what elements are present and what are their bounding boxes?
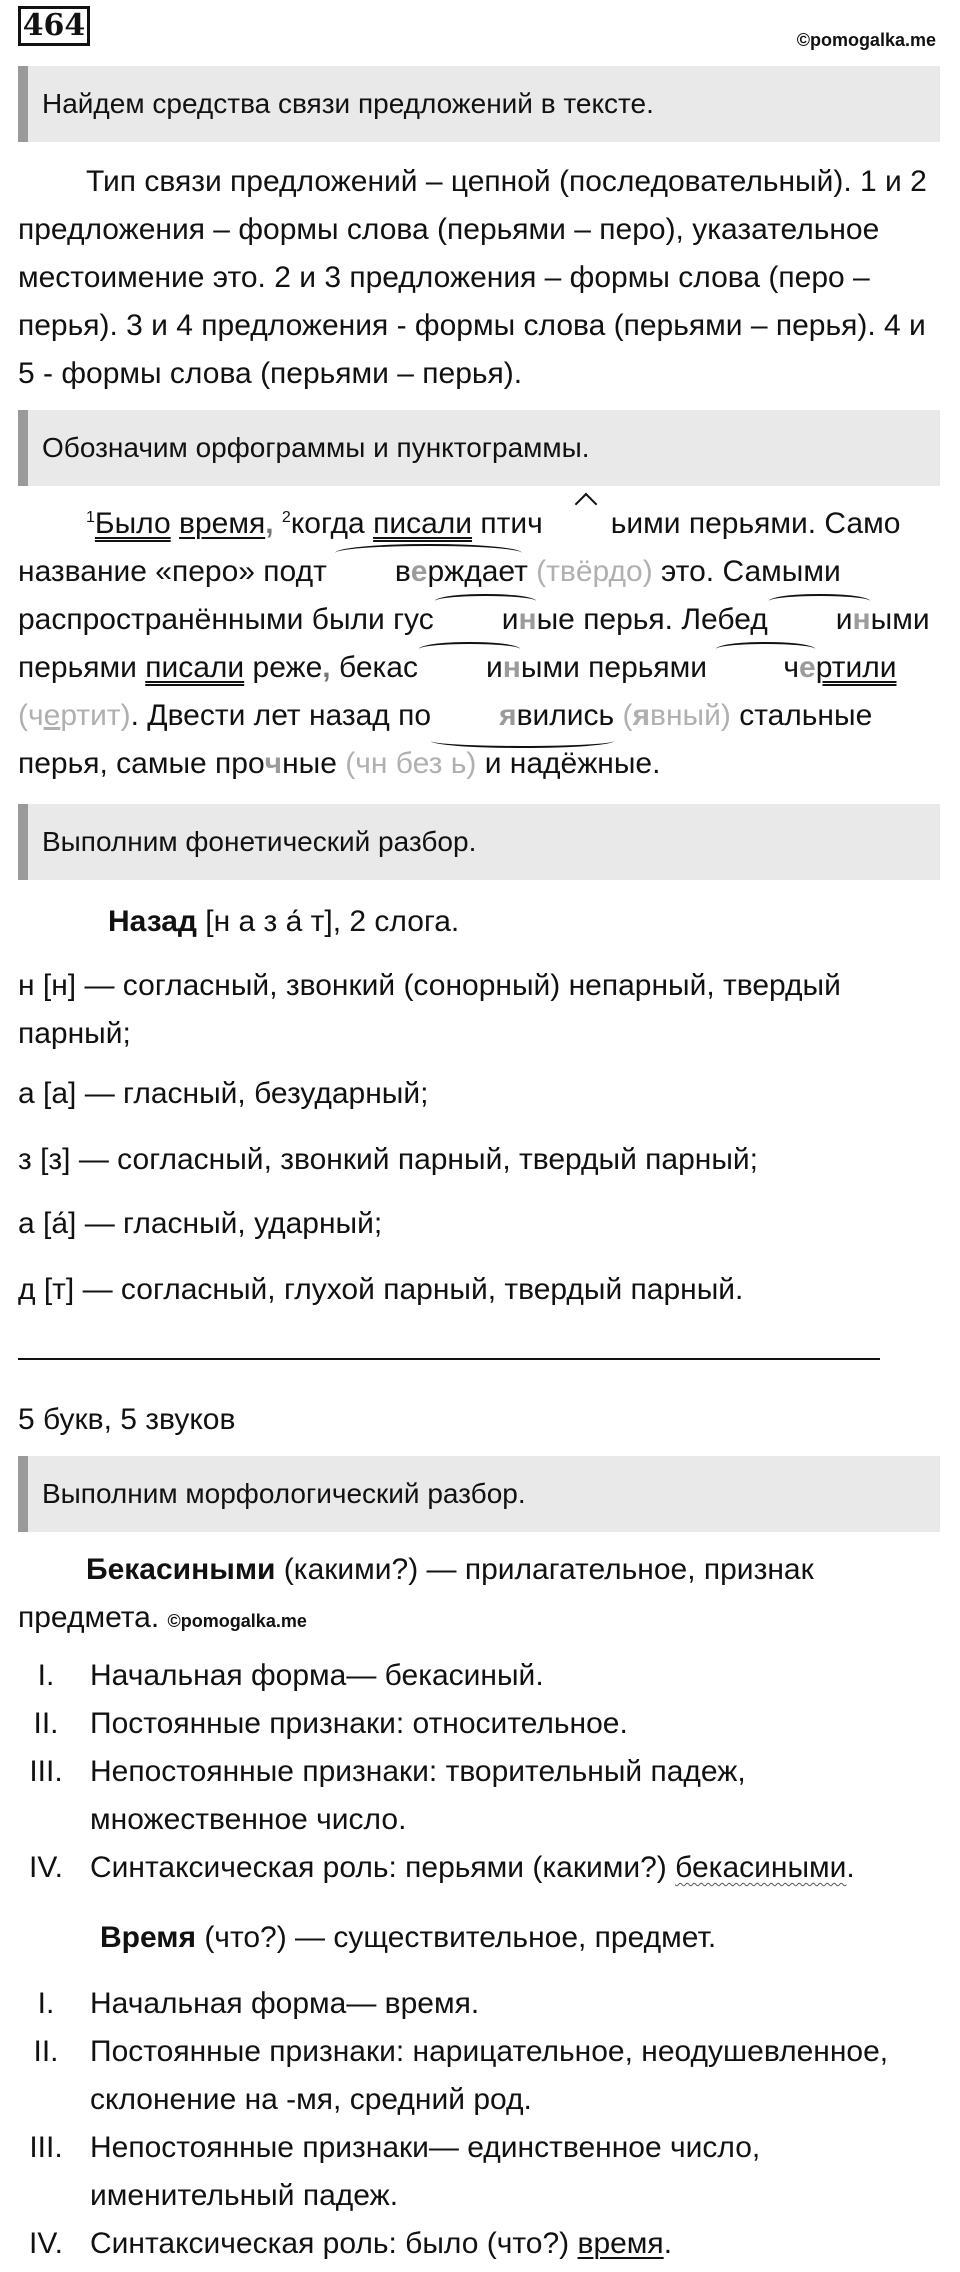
list-item: IV. Синтаксическая роль: было (что?) время. xyxy=(29,2227,673,2260)
sound-line: а [а́] — гласный, ударный; xyxy=(18,1207,383,1240)
sound-line: д [т] — согласный, глухой парный, твердый парный. xyxy=(18,1273,744,1306)
inline-watermark: ©pomogalka.me xyxy=(167,1611,307,1631)
sound-line: н [н] — согласный, звонкий (сонорный) непарный, твердый парный; xyxy=(18,969,841,1050)
section-title: Найдем средства связи предложений в тексте. xyxy=(42,88,654,119)
section-title: Выполним морфологический разбор. xyxy=(42,1478,526,1509)
sound-line: а [а] — гласный, безударный; xyxy=(18,1077,429,1110)
list-item: I. Начальная форма— время. xyxy=(37,1987,480,2020)
orthogram-paragraph xyxy=(18,500,940,788)
morph-word: Бекасиными xyxy=(86,1553,276,1586)
section-header-links xyxy=(18,66,940,142)
section-title: Выполним фонетический разбор. xyxy=(42,826,477,857)
word2-description: Время (что?) — существительное, предмет. xyxy=(100,1921,717,1954)
morph-word: Время xyxy=(100,1921,196,1954)
paragraph-text: Тип связи предложений – цепной (последовательный). 1 и 2 предложения – формы слова (перьями – перо), указательное местоимение это. 2 и 3 предложения – формы слова (перо – перья). 3 и 4 предложения - формы слова (перьями – перья). 4 и 5 - формы слова (перьями – перья). xyxy=(18,165,927,390)
links-paragraph xyxy=(18,158,940,398)
phonetic-transcription: [н а з а́ т], 2 слога. xyxy=(196,905,460,938)
word1-description: Бекасиными (какими?) — прилагательное, признак предмета. ©pomogalka.me xyxy=(18,1553,814,1634)
section-title: Обозначим орфограммы и пунктограммы. xyxy=(42,432,590,463)
list-item: II. Постоянные признаки: нарицательное, неодушевленное, склонение на -мя, средний род. xyxy=(33,2035,889,2116)
list-item: III. Непостоянные признаки: творительный падеж, множественное число. xyxy=(29,1755,746,1836)
sound-line: з [з] — согласный, звонкий парный, твердый парный; xyxy=(18,1143,759,1176)
exercise-number: 464 xyxy=(18,6,90,46)
section-header-orthograms xyxy=(18,410,940,486)
site-watermark: ©pomogalka.me xyxy=(796,30,936,50)
list-item: III. Непостоянные признаки— единственное число, именительный падеж. xyxy=(29,2131,761,2212)
list-item: I. Начальная форма— бекасиный. xyxy=(37,1659,544,1692)
word1-features xyxy=(18,1652,940,1892)
section-header-phonetic xyxy=(18,804,940,880)
section-header-morphology xyxy=(18,1456,940,1532)
letters-sounds-summary: 5 букв, 5 звуков xyxy=(18,1403,236,1436)
phonetic-heading xyxy=(18,898,940,946)
list-item: IV. Синтаксическая роль: перьями (какими?) бекасиными. xyxy=(29,1851,855,1884)
word2-features xyxy=(18,1980,940,2268)
marked-text: $^1$Было время, $^2$когда писали птич ьими перьями. Само название «перо» подт верждает (твёрдо) это. Самыми распространёнными были гус иные перья. Лебед иными перьями писали реже, бекас иными перьями чертили (чертит). Двести лет назад по явились (явный) стальные перья, самые прочные (чн без ь) и надёжные. xyxy=(18,500,940,788)
list-item: II. Постоянные признаки: относительное. xyxy=(33,1707,628,1740)
divider xyxy=(18,1358,880,1360)
phonetic-word: Назад xyxy=(108,905,197,938)
